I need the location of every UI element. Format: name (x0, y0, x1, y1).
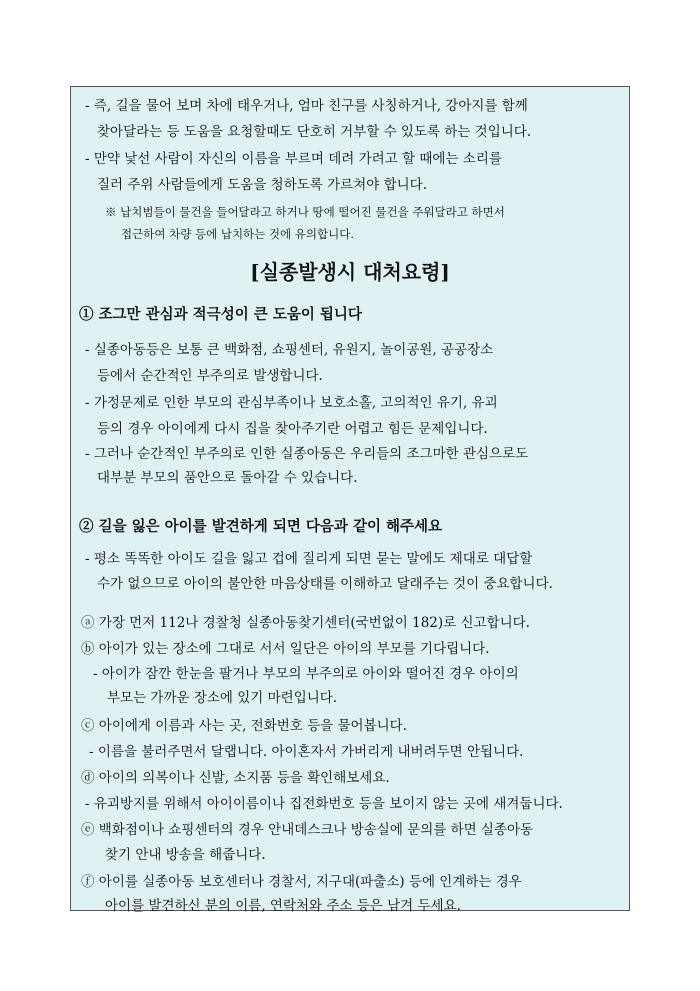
section-2-line: - 평소 똑똑한 아이도 길을 잃고 겁에 질리게 되면 묻는 말에도 제대로 대답할 (85, 551, 533, 567)
section-2-item: ⓑ 아이가 있는 장소에 그대로 서서 일단은 아이의 부모를 기다립니다. (81, 641, 490, 657)
section-1-line: - 실종아동등은 보통 큰 백화점, 쇼핑센터, 유원지, 놀이공원, 공공장소 (85, 342, 494, 358)
note-line: ※ 납치범들이 물건을 들어달라고 하거나 땅에 떨어진 물건을 주워달라고 하면서 (105, 205, 505, 219)
section-1-line: - 그러나 순간적인 부주의로 인한 실종아동은 우리들의 조그마한 관심으로도 (85, 446, 529, 462)
section-heading: [실종발생시 대처요령] (250, 260, 450, 284)
section-1-line: - 가정문제로 인한 부모의 관심부족이나 보호소홀, 고의적인 유기, 유괴 (85, 395, 498, 411)
intro-line: - 즉, 길을 물어 보며 차에 태우거나, 엄마 친구를 사칭하거나, 강아지를 함께 (85, 98, 528, 114)
section-1-title: ① 조그만 관심과 적극성이 큰 도움이 됩니다 (79, 306, 362, 323)
content-box (70, 86, 630, 914)
section-2-item: ⓓ 아이의 의복이나 신발, 소지품 등을 확인해보세요. (81, 770, 390, 786)
section-2-line: 부모는 가까운 장소에 있기 마련입니다. (107, 690, 338, 706)
section-2-title: ② 길을 잃은 아이를 발견하게 되면 다음과 같이 해주세요 (79, 518, 443, 535)
section-2-line: 찾기 안내 방송을 해줍니다. (105, 847, 266, 863)
section-2-line: - 이름을 불러주면서 달랩니다. 아이혼자서 가버리게 내버려두면 안됩니다. (89, 744, 524, 760)
intro-line: 찾아달라는 등 도움을 요청할때도 단호히 거부할 수 있도록 하는 것입니다. (97, 124, 532, 140)
section-2-item: ⓒ 아이에게 이름과 사는 곳, 전화번호 등을 물어봅니다. (81, 718, 407, 734)
note-line: 접근하여 차량 등에 납치하는 것에 유의합니다. (121, 227, 355, 241)
section-2-item: ⓕ 아이를 실종아동 보호센터나 경찰서, 지구대(파출소) 등에 인계하는 경우 (81, 874, 522, 890)
section-2-item: ⓐ 가장 먼저 112나 경찰청 실종아동찾기센터(국번없이 182)로 신고합니다. (81, 615, 530, 631)
section-1-line: 대부분 부모의 품안으로 돌아갈 수 있습니다. (97, 470, 358, 486)
intro-line: 질러 주위 사람들에게 도움을 청하도록 가르쳐야 합니다. (97, 177, 427, 193)
section-2-line: - 유괴방지를 위해서 아이이름이나 집전화번호 등을 보이지 않는 곳에 새겨둡니다. (85, 796, 563, 812)
section-1-line: 등의 경우 아이에게 다시 집을 찾아주기란 어렵고 힘든 문제입니다. (97, 421, 488, 437)
section-1-line: 등에서 순간적인 부주의로 발생합니다. (97, 368, 323, 384)
intro-line: - 만약 낯선 사람이 자신의 이름을 부르며 데려 가려고 할 때에는 소리를 (85, 151, 502, 167)
section-2-line: 아이를 발견하신 분의 이름, 연락처와 주소 등은 남겨 두세요. (105, 898, 461, 914)
section-2-line: - 아이가 잠깐 한눈을 팔거나 부모의 부주의로 아이와 떨어진 경우 아이의 (93, 666, 519, 682)
section-2-line: 수가 없으므로 아이의 불안한 마음상태를 이해하고 달래주는 것이 중요합니다. (97, 576, 553, 592)
section-2-item: ⓔ 백화점이나 쇼핑센터의 경우 안내데스크나 방송실에 문의를 하면 실종아동 (81, 822, 534, 838)
